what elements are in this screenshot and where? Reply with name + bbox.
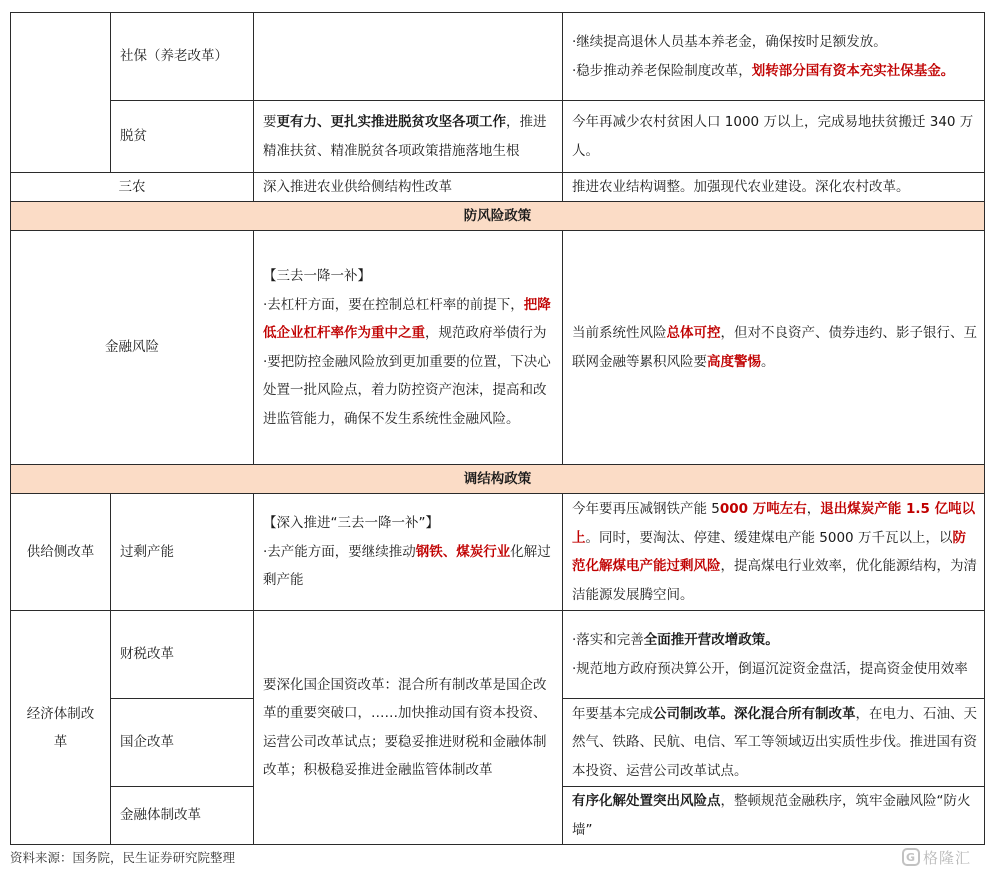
- bold-text: 有序化解处置突出风险点: [572, 793, 721, 809]
- watermark-logo-icon: G: [902, 848, 920, 866]
- text-run: 今年再减少农村贫困人口 1000 万以上，完成易地扶贫搬迁 340 万人。: [572, 114, 974, 159]
- text-run: 推进农业结构调整。加强现代农业建设。深化农村改革。: [572, 178, 910, 195]
- text-run: ·去杠杆方面，要在控制总杠杆率的前提下，: [263, 296, 524, 313]
- text-run: ·继续提高退休人员基本养老金，确保按时足额发放。: [572, 34, 887, 50]
- row-label-guosheng: 过剩产能: [111, 494, 254, 611]
- text-run: ，整顿规范金融秩序，筑牢金融风险“防火墙”: [572, 793, 971, 838]
- row-label-caishui: 财税改革: [111, 611, 254, 699]
- bold-text: 更有力、更扎实推进脱贫攻坚各项工作: [276, 114, 506, 130]
- bold-text: 全面推开营改增政策。: [643, 632, 779, 648]
- source-note: 资料来源：国务院，民生证券研究院整理: [10, 850, 236, 865]
- measure-cell-sannong: [254, 173, 563, 202]
- text-run: 要: [263, 114, 277, 130]
- detail-cell-shebao: [563, 13, 985, 101]
- text-run: 当前系统性风险: [572, 325, 667, 341]
- group-cell-top-blank: [11, 13, 111, 173]
- paragraph: [263, 538, 556, 595]
- text-run: 年要基本完成: [572, 705, 653, 722]
- text-run: 要深化国企国资改革：混合所有制改革是国企改革的重要突破口，……加快推动国有资本投资、运营公司改革试点；要稳妥推进财税和金融体制改革；积极稳妥推进金融监管体制改革: [263, 676, 547, 778]
- text-run: 。: [761, 353, 775, 370]
- group-label-jingji: 经济体制改革: [11, 611, 111, 845]
- detail-cell-jinrong: [563, 231, 985, 465]
- highlight-text: 总体可控: [666, 325, 721, 341]
- paragraph: [572, 626, 978, 655]
- paragraph: [572, 57, 978, 86]
- text-run: ·落实和完善: [572, 632, 644, 648]
- row-label-tuopin: 脱贫: [111, 101, 254, 173]
- paragraph: [263, 671, 556, 785]
- section-header-risk: 防风险政策: [11, 202, 985, 231]
- measure-cell-guosheng: [254, 494, 563, 611]
- detail-cell-caishui: [563, 611, 985, 699]
- text-run: ，提高煤电行业效率，优化能源结构，为清洁能源发展腾空间。: [572, 558, 977, 603]
- paragraph: [263, 291, 556, 348]
- text-run: ，推进精准扶贫、精准脱贫各项政策措施落地生根: [263, 114, 547, 159]
- row-label-jinrongtizhi: 金融体制改革: [111, 787, 254, 845]
- measure-cell-jingji-shared: [254, 611, 563, 845]
- detail-cell-guoqi: [563, 699, 985, 787]
- text-run: ·去产能方面，要继续推动: [263, 543, 416, 560]
- paragraph: [572, 319, 978, 376]
- text-run: 化解过剩产能: [263, 543, 551, 589]
- paragraph: [263, 173, 556, 201]
- highlight-text: 000 万吨左右: [719, 501, 807, 517]
- text-run: 今年要再压减钢铁产能 5: [572, 501, 720, 517]
- watermark: [902, 846, 971, 868]
- measure-cell-jinrong: [254, 231, 563, 465]
- row-label-sannong: 三农: [11, 173, 254, 202]
- highlight-text: 划转部分国有资本充实社保基金。: [751, 62, 955, 79]
- paragraph: [572, 28, 978, 57]
- text-run: ·要把防控金融风险放到更加重要的位置，下决心处置一批风险点，着力防控资产泡沫，提高和改进监管能力，确保不发生系统性金融风险。: [263, 353, 551, 427]
- text-run: 深入推进农业供给侧结构性改革: [263, 178, 452, 195]
- text-run: ·规范地方政府预决算公开，倒逼沉淀资金盘活，提高资金使用效率: [572, 660, 968, 677]
- measure-cell-tuopin: [254, 101, 563, 173]
- detail-cell-tuopin: [563, 101, 985, 173]
- detail-cell-sannong: [563, 173, 985, 202]
- paragraph: [572, 108, 978, 165]
- row-label-guoqi: 国企改革: [111, 699, 254, 787]
- paragraph: [572, 655, 978, 684]
- highlight-text: 钢铁、煤炭行业: [415, 543, 511, 560]
- paragraph: [263, 348, 556, 434]
- text-run: 【三去一降一补】: [263, 268, 371, 284]
- row-label-jinrong: 金融风险: [11, 231, 254, 465]
- row-label-shebao: 社保（养老改革）: [111, 13, 254, 101]
- paragraph: [572, 700, 978, 786]
- text-run: ·稳步推动养老保险制度改革，: [572, 62, 752, 79]
- highlight-text: 高度警惕: [707, 353, 761, 370]
- policy-table: [10, 12, 985, 845]
- paragraph: [572, 173, 978, 201]
- highlight-text: 把降低企业杠杆率作为重中之重: [263, 296, 551, 341]
- group-label-gongji: 供给侧改革: [11, 494, 111, 611]
- paragraph: [263, 108, 556, 165]
- text-run: 。同时，要淘汰、停建、缓建煤电产能 5000 万千瓦以上，以: [585, 529, 953, 546]
- text-run: ，: [806, 501, 821, 517]
- text-run: ，但对不良资产、债券违约、影子银行、互联网金融等累积风险要: [572, 325, 977, 370]
- paragraph: [572, 787, 978, 844]
- text-run: 【深入推进“三去一降一补”】: [263, 515, 439, 532]
- highlight-text: 退出煤炭产能 1.5 亿吨以上: [572, 501, 976, 546]
- paragraph: [263, 262, 556, 291]
- text-run: ，规范政府举债行为: [425, 325, 547, 341]
- paragraph: [572, 495, 978, 609]
- detail-cell-jinrongtizhi: [563, 787, 985, 845]
- text-run: ，在电力、石油、天然气、铁路、民航、电信、军工等领域迈出实质性步伐。推进国有资本投资、运营公司改革试点。: [572, 705, 977, 779]
- bold-text: 公司制改革。深化混合所有制改革: [653, 705, 856, 722]
- paragraph: [263, 509, 556, 538]
- detail-cell-guosheng: [563, 494, 985, 611]
- section-header-structure: 调结构政策: [11, 465, 985, 494]
- highlight-text: 防范化解煤电产能过剩风险: [572, 529, 966, 574]
- watermark-text: 格隆汇: [923, 848, 972, 867]
- measure-cell-shebao: [254, 13, 563, 101]
